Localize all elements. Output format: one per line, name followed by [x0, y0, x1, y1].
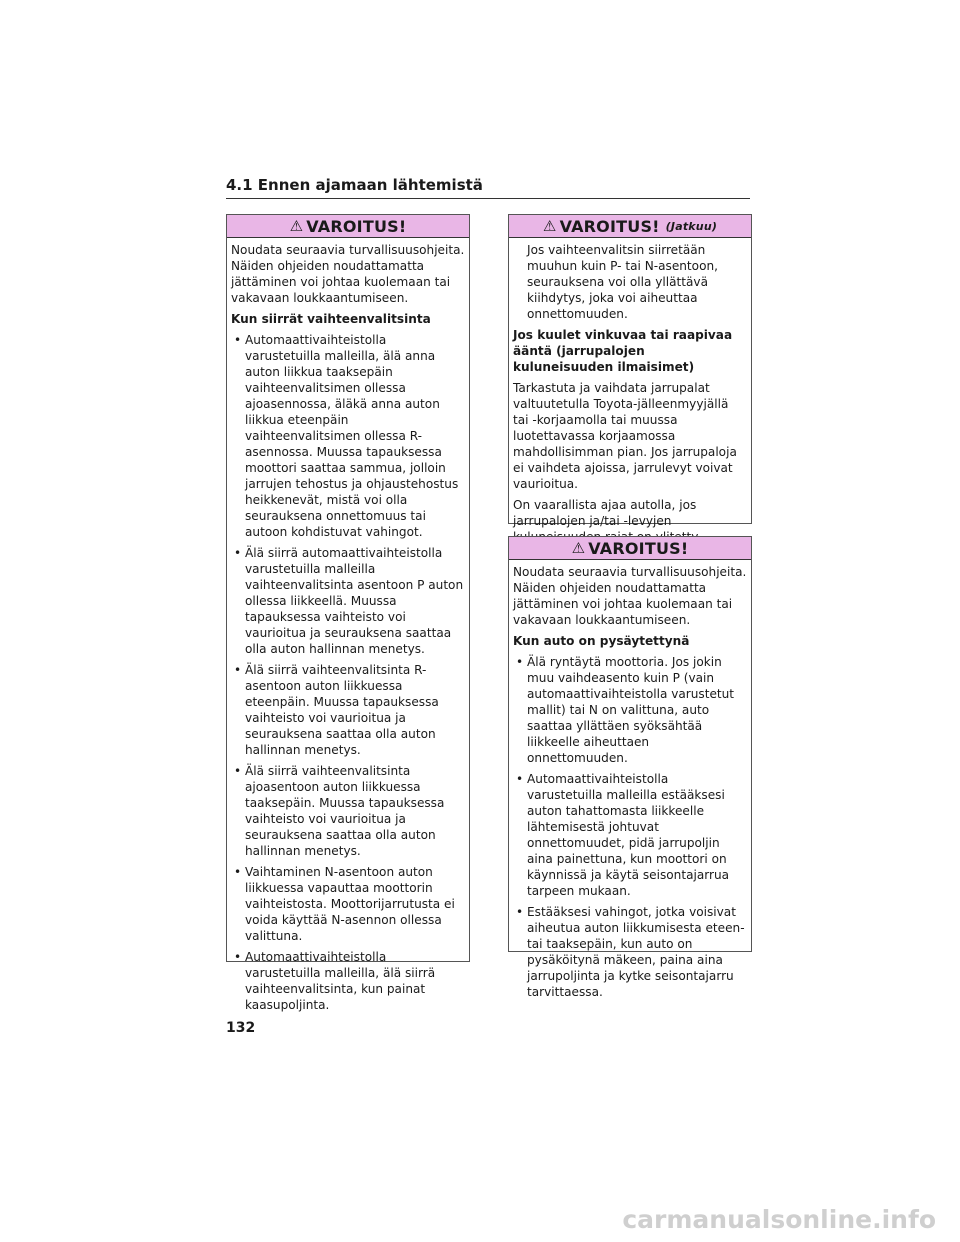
warning-intro: Noudata seuraavia turvallisuusohjeita. Näiden ohjeiden noudattamatta jättäminen voi johtaa kuolemaan tai vakavaan loukkaantumiseen. — [513, 565, 747, 627]
warning-triangle-icon: ⚠ — [542, 217, 557, 235]
list-item: • Automaattivaihteistolla varustetuilla malleilla, älä anna auton liikkua taaksepäin vaihteenvalitsimen ollessa ajoasennossa, äläkä anna auton liikkua eteenpäin vaihteenvalitsimen ollessa R-asennossa. Muussa tapauksessa moottori saattaa sammua, jolloin jarrujen tehostus ja ohjaustehostus heikkenevät, mistä voi olla seurauksena onnettomuus tai autoon kohdistuvat vahingot. — [231, 332, 465, 540]
warning-paragraph: Tarkastuta ja vaihdata jarrupalat valtuutetulla Toyota-jälleenmyyjällä tai -korjaamolla tai muussa luotettavassa korjaamossa mahdollisimman pian. Jos jarrupaloja ei vaihdeta ajoissa, jarrulevyt voivat vaurioitua. — [513, 381, 737, 491]
warning-subheading: Kun siirrät vaihteenvalitsinta — [231, 312, 431, 326]
warning-body — [509, 238, 751, 556]
warning-intro: Noudata seuraavia turvallisuusohjeita. Näiden ohjeiden noudattamatta jättäminen voi johtaa kuolemaan tai vakavaan loukkaantumiseen. — [231, 243, 465, 305]
warning-header — [509, 215, 751, 238]
warning-bullet-list — [231, 332, 465, 1013]
warning-triangle-icon: ⚠ — [289, 217, 304, 235]
section-title: 4.1 Ennen ajamaan lähtemistä — [226, 176, 750, 199]
warning-header — [509, 537, 751, 560]
list-item: • Automaattivaihteistolla varustetuilla malleilla, älä siirrä vaihteenvalitsinta, kun painat kaasupoljinta. — [231, 949, 465, 1013]
list-item: • Älä siirrä automaattivaihteistolla varustetuilla malleilla vaihteenvalitsinta asentoon P auton ollessa liikkeellä. Muussa tapauksessa vaihteisto voi vaurioitua ja seurauksena saattaa olla auton hallinnan menetys. — [231, 545, 465, 657]
warning-body — [509, 560, 751, 1011]
list-item: • Automaattivaihteistolla varustetuilla malleilla estääksesi auton tahattomasta liikkeelle lähtemisestä johtuvat onnettomuudet, pidä jarrupoljin aina painettuna, kun moottori on käynnissä ja käytä seisontajarrua tarpeen mukaan. — [513, 771, 747, 899]
warning-box-left — [226, 214, 470, 1012]
warning-bullet-list — [513, 654, 747, 1000]
warning-header — [227, 215, 469, 238]
warning-title: VAROITUS! — [306, 216, 407, 236]
page-number: 132 — [226, 1020, 256, 1036]
warning-body — [227, 238, 469, 1024]
continued-text: Jos vaihteenvalitsin siirretään muuhun kuin P- tai N-asentoon, seurauksena voi olla yllättävä kiihdytys, joka voi aiheuttaa onnettomuuden. — [527, 243, 718, 321]
warning-subheading: Jos kuulet vinkuvaa tai raapivaa ääntä (jarrupalojen kuluneisuuden ilmaisimet) — [513, 328, 733, 374]
warning-triangle-icon: ⚠ — [571, 539, 586, 557]
list-item: • Estääksesi vahingot, jotka voisivat aiheutua auton liikkumisesta eteen- tai taaksepäin, kun auto on pysäköitynä mäkeen, paina aina jarrupoljinta ja kytke seisontajarru tarvittaessa. — [513, 904, 747, 1000]
warning-paragraph: On vaarallista ajaa autolla, jos jarrupalojen ja/tai -levyjen — [513, 498, 697, 528]
list-item: • Älä ryntäytä moottoria. Jos jokin muu vaihdeasento kuin P (vain automaattivaihteistolla varustetut mallit) tai N on valittuna, auto saattaa yllättäen syöksähtää liikkeelle aiheuttaen onnettomuuden. — [513, 654, 747, 766]
watermark: carmanualsonline.info — [622, 1205, 936, 1234]
continued-label: (Jatkuu) — [665, 219, 718, 233]
warning-box-continued — [508, 214, 752, 528]
list-item: • Vaihtaminen N-asentoon auton liikkuessa vapauttaa moottorin vaihteistosta. Moottorijarrutusta ei voida käyttää N-asennon ollessa valittuna. — [231, 864, 465, 944]
warning-title: VAROITUS! — [588, 538, 689, 558]
warning-subheading: Kun auto on pysäytettynä — [513, 634, 690, 648]
warning-box-right — [508, 536, 752, 999]
list-item: • Älä siirrä vaihteenvalitsinta R-asentoon auton liikkuessa eteenpäin. Muussa tapauksessa vaihteisto voi vaurioitua ja seurauksena saattaa olla auton hallinnan menetys. — [231, 662, 465, 758]
warning-title: VAROITUS! — [559, 216, 660, 236]
list-item: • Älä siirrä vaihteenvalitsinta ajoasentoon auton liikkuessa taaksepäin. Muussa tapauksessa vaihteisto voi vaurioitua ja seurauksena saattaa olla auton hallinnan menetys. — [231, 763, 465, 859]
